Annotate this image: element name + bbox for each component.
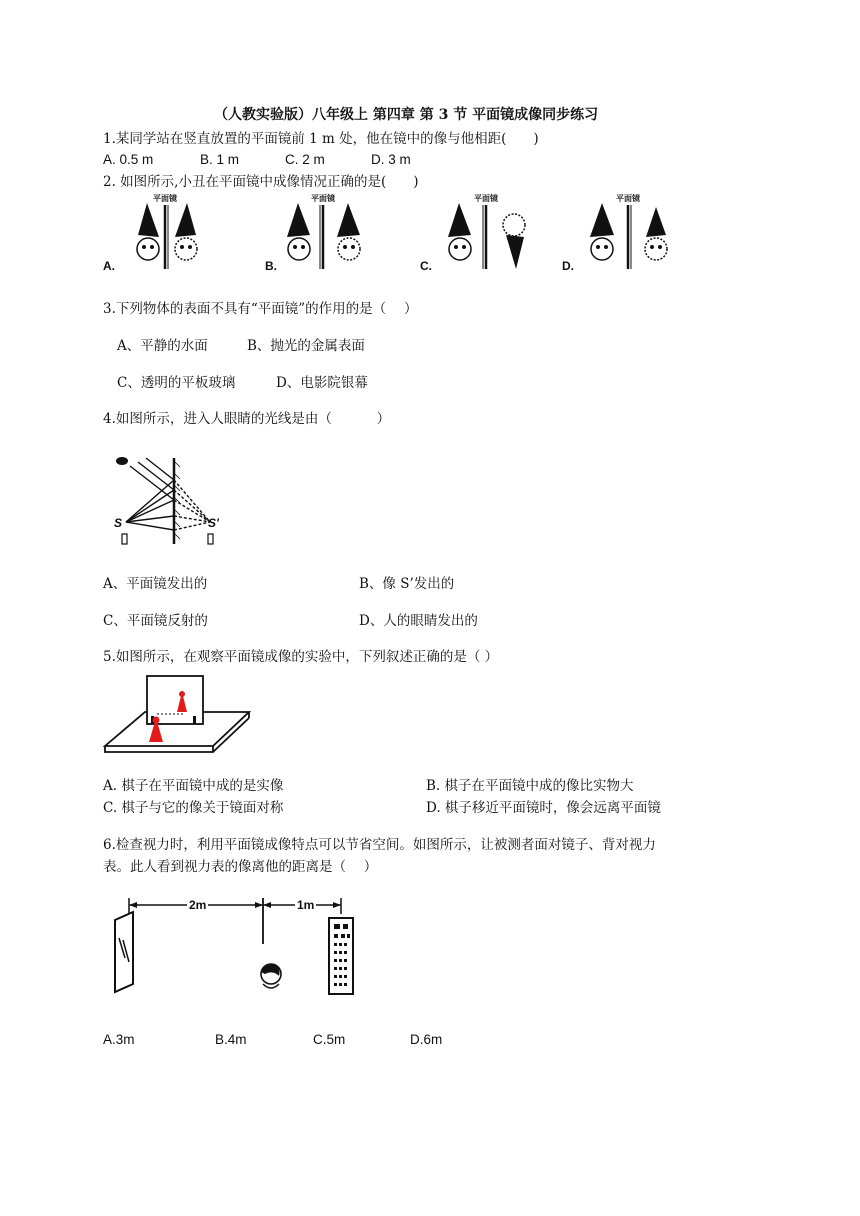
q6-option-a: A.3m	[103, 1032, 135, 1047]
q4-option-d: D、人的眼睛发出的	[359, 613, 478, 629]
q5-stem: 5.如图所示，在观察平面镜成像的实验中，下列叙述正确的是（ ）	[103, 649, 499, 665]
q2-figure-a	[103, 193, 223, 277]
q2-mirror-label-d: 平面镜	[616, 194, 640, 203]
q3-option-d: D、电影院银幕	[276, 375, 368, 391]
q2-figure-c-label: C.	[420, 259, 432, 273]
q1-option-d: D. 3 m	[371, 152, 411, 167]
q4-label-s-prime: S'	[208, 516, 219, 530]
mirror-experiment-icon	[103, 672, 251, 756]
q2-figure-c	[420, 193, 540, 277]
q4-label-s: S	[114, 516, 123, 530]
q2-mirror-label-c: 平面镜	[474, 194, 498, 203]
q2-mirror-label-b: 平面镜	[311, 194, 335, 203]
q6-option-c: C.5m	[313, 1032, 346, 1047]
eye-test-mirror-diagram-icon	[103, 888, 365, 1008]
q3-option-a: A、平静的水面	[117, 338, 208, 354]
q5-figure	[103, 672, 251, 756]
q6-figure	[103, 888, 365, 1008]
q6-stem-line2: 表。此人看到视力表的像离他的距离是（ ）	[103, 859, 378, 875]
q6-label-2m: 2m	[189, 898, 207, 912]
q2-mirror-label-a: 平面镜	[153, 194, 177, 203]
clown-mirror-d-icon	[562, 193, 682, 277]
q5-option-c: C. 棋子与它的像关于镜面对称	[103, 800, 284, 816]
q3-option-b: B、抛光的金属表面	[247, 338, 365, 354]
q2-figure-d	[562, 193, 682, 277]
clown-mirror-c-icon	[420, 193, 540, 277]
q6-label-1m: 1m	[297, 898, 315, 912]
q4-figure	[108, 450, 226, 550]
q4-option-a: A、平面镜发出的	[103, 576, 208, 592]
q4-option-c: C、平面镜反射的	[103, 613, 208, 629]
q2-figure-b-label: B.	[265, 259, 277, 273]
page-title: （人教实验版）八年级上 第四章 第 3 节 平面镜成像同步练习	[214, 107, 599, 123]
q5-option-b: B. 棋子在平面镜中成的像比实物大	[426, 778, 634, 794]
clown-mirror-b-icon	[265, 193, 385, 277]
q6-option-d: D.6m	[410, 1032, 443, 1047]
q6-stem-line1: 6.检查视力时，利用平面镜成像特点可以节省空间。如图所示，让被测者面对镜子、背对视力	[103, 837, 656, 853]
q4-stem: 4.如图所示，进入人眼睛的光线是由（ ）	[103, 411, 391, 427]
q6-option-b: B.4m	[215, 1032, 247, 1047]
q1-option-b: B. 1 m	[200, 152, 240, 167]
q4-option-b: B、像 S’发出的	[359, 576, 455, 592]
q1-option-a: A. 0.5 m	[103, 152, 154, 167]
q2-figure-a-label: A.	[103, 259, 115, 273]
q1-stem: 1.某同学站在竖直放置的平面镜前 1 m 处，他在镜中的像与他相距( )	[103, 131, 539, 147]
q5-option-d: D. 棋子移近平面镜时，像会远离平面镜	[426, 800, 661, 816]
q2-stem: 2. 如图所示,小丑在平面镜中成像情况正确的是( )	[103, 174, 419, 190]
q5-option-a: A. 棋子在平面镜中成的是实像	[103, 778, 284, 794]
light-reflection-diagram-icon	[108, 450, 226, 550]
q2-figure-b	[265, 193, 385, 277]
q3-stem: 3.下列物体的表面不具有“平面镜”的作用的是（ ）	[103, 301, 418, 317]
clown-mirror-a-icon	[103, 193, 223, 277]
q1-option-c: C. 2 m	[285, 152, 325, 167]
q3-option-c: C、透明的平板玻璃	[117, 375, 236, 391]
q2-figure-d-label: D.	[562, 259, 574, 273]
